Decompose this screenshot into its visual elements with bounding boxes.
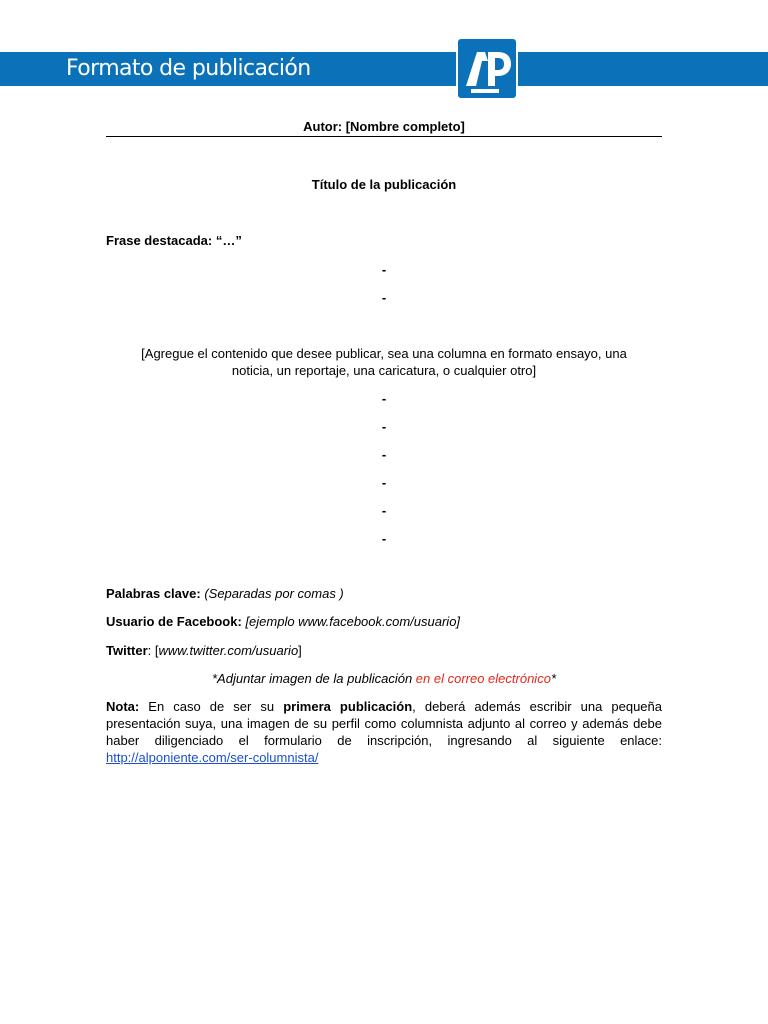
twitter-close: ] — [298, 643, 302, 658]
twitter-separator: : [ — [147, 643, 159, 658]
keywords-label: Palabras clave: — [106, 586, 201, 601]
facebook-field — [106, 614, 662, 630]
content-instructions-line: noticia, un reportaje, una caricatura, o cualquier otro] — [231, 363, 537, 378]
author-field: Autor: [Nombre completo] — [303, 119, 465, 134]
twitter-label: Twitter — [106, 643, 148, 658]
keywords-hint: (Separadas por comas ) — [204, 586, 344, 601]
twitter-hint: www.twitter.com/usuario — [158, 643, 299, 658]
author-divider — [106, 136, 662, 137]
attach-asterisk: * — [550, 671, 556, 686]
separator-dash: - — [381, 447, 387, 462]
attach-image-instruction — [106, 671, 662, 687]
separator-dash: - — [381, 419, 387, 434]
facebook-label: Usuario de Facebook: — [106, 614, 242, 629]
separator-dash: - — [381, 262, 387, 277]
separator-dash: - — [381, 391, 387, 406]
signup-link[interactable]: http://alponiente.com/ser-columnista/ — [106, 750, 319, 765]
note-emphasis: primera publicación — [283, 699, 413, 714]
page-title: Formato de publicación — [66, 56, 311, 81]
attach-text: *Adjuntar imagen de la publicación — [211, 671, 413, 686]
note-paragraph — [106, 698, 662, 766]
ap-logo — [456, 37, 518, 100]
keywords-field — [106, 586, 662, 602]
ap-logo-icon — [458, 39, 516, 98]
content-instructions-line: [Agregue el contenido que desee publicar, sea una columna en formato ensayo, una — [141, 346, 627, 361]
separator-dash: - — [381, 531, 387, 546]
note-label: Nota: — [106, 699, 140, 714]
note-text: , deberá además escribir una pequeña presentación suya, una imagen de su perfil como columnista adjunto al correo y además debe haber diligenciado el formulario de inscripción, ingresando al siguiente enlace: — [106, 699, 662, 748]
attach-email-highlight: en el correo electrónico — [415, 671, 551, 686]
facebook-hint: [ejemplo www.facebook.com/usuario] — [245, 614, 461, 629]
separator-dash: - — [381, 475, 387, 490]
highlight-phrase: Frase destacada: “…” — [106, 233, 242, 248]
separator-dash: - — [381, 503, 387, 518]
publication-title: Título de la publicación — [311, 177, 457, 192]
note-text: En caso de ser su — [139, 699, 284, 714]
twitter-field — [106, 643, 662, 659]
separator-dash: - — [381, 290, 387, 305]
